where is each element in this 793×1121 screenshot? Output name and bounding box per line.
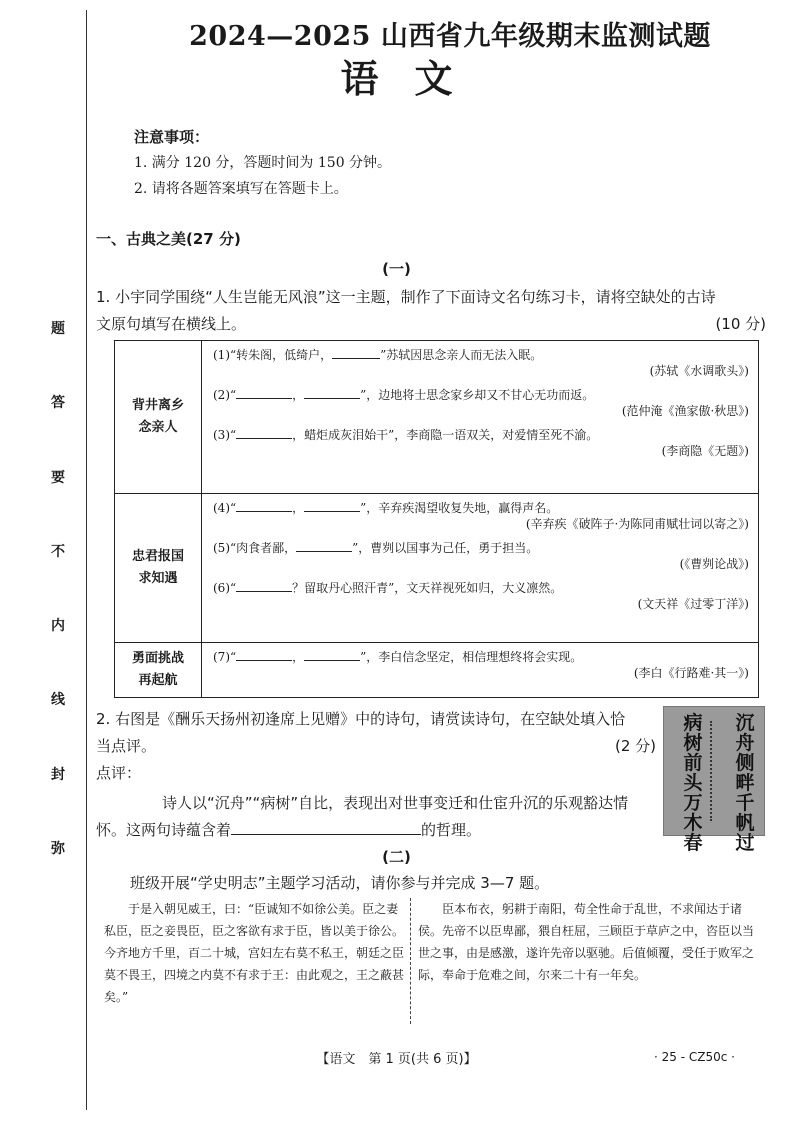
- passage-left: 于是入朝见威王，曰：“臣诚知不如徐公美。臣之妻私臣，臣之妾畏臣，臣之客欲有求于臣，皆以美于徐公。今齐地方千里，百二十城，宫妇左右莫不私王，朝廷之臣莫不畏王，四境之内莫不有求于王：由此观之，王之蔽甚矣。”: [104, 902, 405, 1004]
- passage-divider: [410, 898, 411, 1024]
- section-heading: 一、古典之美(27 分): [96, 230, 241, 248]
- card-source: (李白《行路难·其一》): [633, 666, 749, 680]
- seal-char: 内: [51, 618, 65, 635]
- practice-card-table: [114, 340, 759, 698]
- question-1-score: (10 分): [715, 315, 766, 333]
- notice-block: [134, 124, 391, 202]
- seal-char: 线: [51, 692, 65, 709]
- card-items: (4)“ ， ”，辛弃疾渴望收复失地，赢得声名。 (辛弃疾《破阵子·为陈同甫赋壮词以寄之》) (5)“肉食者鄙， ”，曹刿以国事为己任，勇于担当。 (《曹刿论战》) (6)“ ？留取丹心照汗青”，文天祥视死如归，大义凛然。 (文天祥《过零丁洋》): [202, 494, 759, 643]
- answer-blank[interactable]: [236, 660, 292, 661]
- card-items: (7)“ ， ”，李白信念坚定，相信理想终将会实现。 (李白《行路难·其一》): [202, 643, 759, 698]
- question-2-text-2: 当点评。: [96, 737, 157, 755]
- question-1-text-2: 文原句填写在横线上。: [96, 315, 247, 333]
- calligraphy-image: [663, 706, 765, 854]
- question-2-text-1: 2. 右图是《酬乐天扬州初逢席上见赠》中的诗句，请赏读诗句，在空缺处填入恰: [96, 710, 626, 728]
- seal-char: 封: [51, 766, 65, 783]
- comment-paragraph: 诗人以“沉舟”“病树”自比，表现出对世事变迁和仕宦升沉的乐观豁达情: [162, 794, 629, 812]
- card-category: 忠君报国 求知遇: [115, 494, 202, 643]
- calligraphy-column-2: 病 树 前 头 万 木 春: [683, 712, 703, 854]
- comment-fill-line: 怀。这两句诗蕴含着 的哲理。: [96, 821, 482, 839]
- seal-line-text: [38, 318, 78, 858]
- seal-char: 答: [51, 395, 65, 412]
- question-1-text-1: 1. 小宇同学围绕“人生岂能无风浪”这一主题，制作了下面诗文名句练习卡，请将空缺处的古诗: [96, 288, 716, 306]
- answer-blank[interactable]: [304, 511, 360, 512]
- card-category: 背井离乡 念亲人: [115, 341, 202, 494]
- answer-blank[interactable]: [332, 358, 380, 359]
- card-source: (《曹刿论战》): [679, 557, 749, 571]
- comment-label: 点评：: [96, 764, 142, 782]
- answer-blank[interactable]: [231, 834, 421, 835]
- exam-subject: 语文: [340, 57, 489, 101]
- calligraphy-inscription: [710, 721, 720, 821]
- answer-blank[interactable]: [304, 660, 360, 661]
- calligraphy-column-1: 沉 舟 侧 畔 千 帆 过: [735, 712, 755, 854]
- card-source: (辛弃疾《破阵子·为陈同甫赋壮词以寄之》): [525, 517, 749, 531]
- card-source: (文天祥《过零丁洋》): [637, 597, 749, 611]
- answer-blank[interactable]: [236, 438, 292, 439]
- binding-line: [86, 10, 87, 1110]
- activity-intro: 班级开展“学史明志”主题学习活动，请你参与并完成 3—7 题。: [130, 874, 550, 892]
- notice-item: 2. 请将各题答案填写在答题卡上。: [134, 181, 348, 197]
- passage-right: 臣本布衣，躬耕于南阳，苟全性命于乱世，不求闻达于诸侯。先帝不以臣卑鄙，猥自枉屈，三顾臣于草庐之中，咨臣以当世之事，由是感激，遂许先帝以驱驰。后值倾覆，受任于败军之际，奉命于危难之间，尔来二十有一年矣。: [418, 902, 755, 982]
- card-source: (范仲淹《渔家傲·秋思》): [621, 404, 749, 418]
- card-category: 勇面挑战 再起航: [115, 643, 202, 698]
- question-2: [96, 706, 656, 787]
- question-1: [96, 284, 766, 338]
- exam-title: 2024—2025 山西省九年级期末监测试题: [189, 21, 711, 52]
- notice-heading: 注意事项：: [134, 128, 210, 146]
- answer-blank[interactable]: [296, 551, 352, 552]
- answer-blank[interactable]: [236, 511, 292, 512]
- exam-code: · 25 - CZ50c ·: [654, 1050, 735, 1064]
- seal-char: 弥: [51, 840, 65, 857]
- card-source: (李商隐《无题》): [661, 444, 749, 458]
- question-2-score: (2 分): [614, 737, 656, 755]
- answer-blank[interactable]: [236, 591, 292, 592]
- card-source: (苏轼《水调歌头》): [649, 364, 749, 378]
- card-items: (1)“转朱阁，低绮户， ”苏轼因思念亲人而无法入眠。 (苏轼《水调歌头》) (2)“ ， ”，边地将士思念家乡却又不甘心无功而返。 (范仲淹《渔家傲·秋思》) (3)“ ，蜡炬成灰泪始干”，李商隐一语双关，对爱情至死不渝。 (李商隐《无题》): [202, 341, 759, 494]
- seal-char: 题: [51, 321, 65, 337]
- page-footer: 【语文 第 1 页(共 6 页)】: [316, 1052, 477, 1067]
- answer-blank[interactable]: [236, 398, 292, 399]
- notice-item: 1. 满分 120 分，答题时间为 150 分钟。: [134, 155, 392, 171]
- seal-char: 不: [51, 543, 65, 560]
- seal-char: 要: [51, 469, 65, 486]
- answer-blank[interactable]: [304, 398, 360, 399]
- part-heading: (一): [382, 260, 411, 278]
- part-heading: (二): [382, 848, 411, 866]
- passage-box: [96, 898, 764, 1024]
